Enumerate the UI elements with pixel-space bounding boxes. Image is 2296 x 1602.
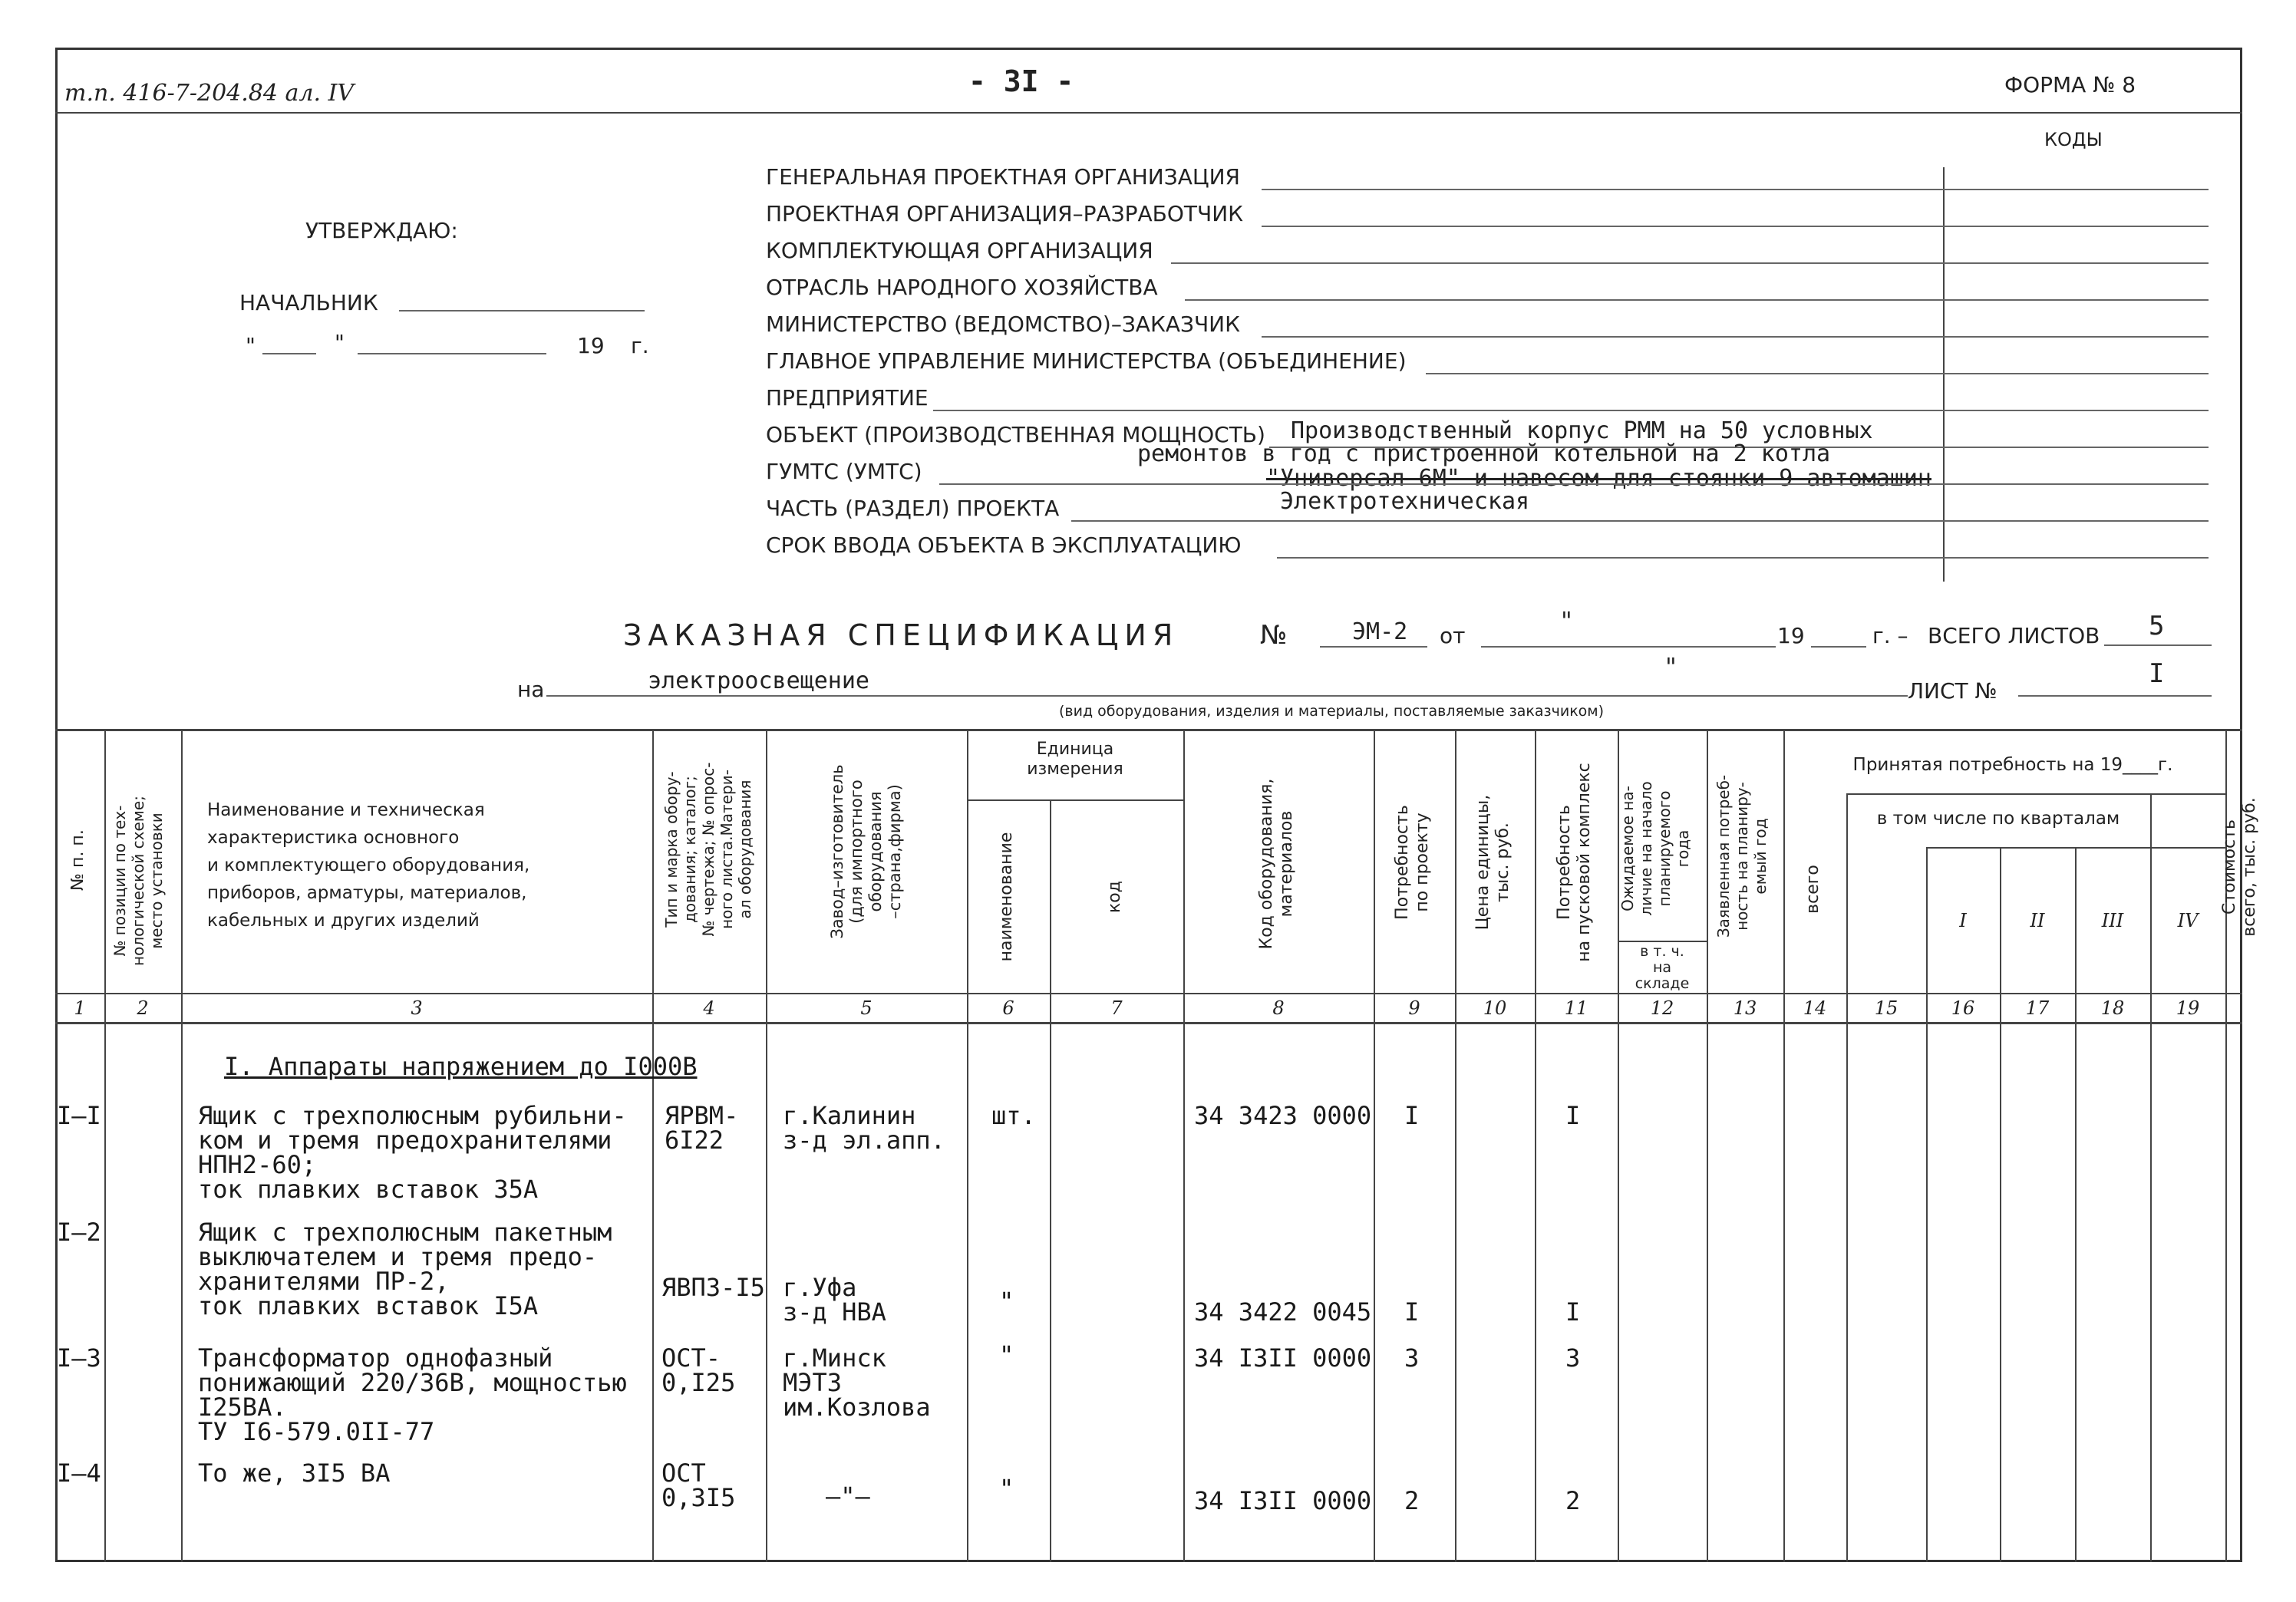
col-number: 9 [1408,997,1420,1019]
field-supply-org-label: КОМПЛЕКТУЮЩАЯ ОРГАНИЗАЦИЯ [766,238,1153,263]
field-ministry-label: МИНИСТЕРСТВО (ВЕДОМСТВО)–ЗАКАЗЧИК [766,312,1240,337]
row-2-launch: I [1565,1297,1581,1327]
row-4-num: I–4 [57,1459,101,1488]
row-2-type: ЯВПЗ-I5 [661,1273,765,1302]
col12-sub-divider [1618,941,1707,942]
col-number: 16 [1951,997,1975,1019]
field-directorate-line [1426,373,2209,374]
col-divider-14 [1846,793,1848,1562]
row-1-unit: шт. [991,1101,1036,1130]
year-suffix: г. [631,333,649,358]
row-3-launch: 3 [1565,1343,1581,1373]
row-1-code: 34 3423 0000 [1194,1101,1372,1130]
total-sheets-value: 5 [2149,611,2165,641]
col-number: 2 [137,997,149,1019]
field-industry-label: ОТРАСЛЬ НАРОДНОГО ХОЗЯЙСТВА [766,275,1158,300]
col-divider-10 [1535,729,1536,1562]
spec-on-value: электроосвещение [648,668,869,694]
field-directorate-label: ГЛАВНОЕ УПРАВЛЕНИЕ МИНИСТЕРСТВА (ОБЪЕДИНЕНИЕ) [766,348,1407,374]
row-2-name: Ящик с трехполюсным пакетным выключателем и тремя предо- хранителями ПР-2, ток плавких вставок I5А [198,1218,612,1320]
field-general-org-line [1262,189,2209,190]
spec-number-value: ЭМ-2 [1352,618,1408,645]
row-4-maker: –"– [826,1482,870,1511]
field-part-label: ЧАСТЬ (РАЗДЕЛ) ПРОЕКТА [766,496,1060,521]
col-header-19: Стоимость всего, тыс. руб. [2220,797,2259,937]
col-number: 4 [703,997,715,1019]
page-number: - 3I - [968,64,1074,98]
col-divider-6 [1050,799,1051,1562]
col-divider-17 [2075,847,2077,1562]
col-divider-9 [1455,729,1456,1562]
form-label: ФОРМА № 8 [2004,72,2136,97]
col-number: 14 [1803,997,1827,1019]
col-header-4: Тип и марка обору- дования; каталог; № чертежа; № опрос- ного листа.Матери- ал оборудования [662,762,754,937]
row-3-need: 3 [1404,1343,1420,1373]
accepted-group-header: Принятая потребность на 19____г. [1852,755,2173,775]
table-top-border [55,729,2242,731]
col-divider-15 [1926,847,1928,1562]
col-number: 6 [1002,997,1014,1019]
row-2-unit: " [999,1287,1014,1316]
col-number: 12 [1650,997,1674,1019]
year-prefix: 19 [577,333,605,358]
total-sheets-line [2104,644,2212,646]
row-1-type: ЯРВМ- 6I22 [665,1101,739,1155]
codes-label: КОДЫ [2044,129,2103,150]
col-divider-13 [1783,729,1785,1562]
col-number: 13 [1733,997,1757,1019]
row-1-launch: I [1565,1101,1581,1130]
row-1-num: I–I [57,1101,101,1130]
quarters-group-header: в том числе по кварталам [1876,809,2120,829]
month-line [358,353,546,354]
col-divider-7 [1183,729,1185,1562]
col-divider-5 [967,729,968,1562]
date-quote-close: " [335,330,345,355]
col-divider-18 [2150,793,2152,1562]
col-header-9: Потребность по проекту [1393,805,1432,920]
col-header-14: всего [1803,865,1823,914]
field-part-line [1071,520,2209,522]
col-header-12: Ожидаемое на- личие на начало планируемого года [1618,781,1692,916]
field-enterprise-label: ПРЕДПРИЯТИЕ [766,385,929,410]
col-header-2: № позиции по тех- нологической схеме; место установки [111,796,166,966]
field-object-extra-value: "Универсал-6М" и навесом для стоянки 9 автомашин [1266,465,1931,492]
spec-on-line [546,695,1908,697]
col-header-13: Заявленная потреб- ность на планиру- емый год [1714,774,1770,938]
row-4-need: 2 [1404,1486,1420,1515]
spec-title: ЗАКАЗНАЯ СПЕЦИФИКАЦИЯ [623,618,1179,652]
row-1-name: Ящик с трехполюсным рубильни- ком и тремя предохранителями НПН2-60; ток плавких вставок 35А [198,1101,627,1204]
row-4-unit: " [999,1474,1014,1503]
row-4-launch: 2 [1565,1486,1581,1515]
spec-number-label: № [1260,620,1288,651]
col-header-8: Код оборудования, материалов [1257,778,1296,950]
date-quote-open: " [246,333,256,358]
doc-ref: т.п. 416-7-204.84 ал. IV [64,80,355,107]
specification-table [55,729,2259,1562]
col-number: 5 [860,997,873,1019]
field-gumts-value: ремонтов в год с пристроенной котельной на 2 котла [1137,440,1831,467]
col-header-q2: II [2030,910,2045,931]
row-2-num: I–2 [57,1218,101,1247]
field-object-value: Производственный корпус РММ на 50 условных [1291,417,1873,444]
row-2-maker: г.Уфа з-д НВА [783,1273,886,1327]
sheet-line [2018,695,2212,697]
col-header-12-sub: в т. ч. на складе [1635,943,1690,992]
row-1-maker: г.Калинин з-д эл.апп. [783,1101,945,1155]
row-4-name: То же, 3I5 ВА [198,1459,391,1488]
approve-label: УТВЕРЖДАЮ: [305,218,458,243]
col-header-3: Наименование и техническая характеристика основного и комплектующего оборудования, приборов, арматуры, материалов, кабельных и других изделий [207,800,530,931]
col-divider-4 [766,729,767,1562]
col-number: 10 [1483,997,1507,1019]
field-gumts-label: ГУМТС (УМТС) [766,459,922,484]
col-number: 18 [2100,997,2125,1019]
col-header-5: Завод–изготовитель (для импортного оборудования –страна,фирма) [828,764,904,939]
day-line [262,353,316,354]
col-header-1: № п. п. [68,829,87,891]
header-bottom-border [55,993,2242,994]
section-title: I. Аппараты напряжением до I000В [224,1052,698,1081]
row-4-code: 34 I3II 0000 [1194,1486,1372,1515]
row-3-maker: г.Минск МЭТЗ им.Козлова [783,1343,931,1422]
sheet-value: I [2149,658,2165,689]
row-3-name: Трансформатор однофазный понижающий 220/36В, мощностью I25ВА. ТУ I6-579.0II-77 [198,1343,627,1446]
spec-number-line [1320,646,1427,648]
col-divider-8 [1374,729,1375,1562]
field-object-label: ОБЪЕКТ (ПРОИЗВОДСТВЕННАЯ МОЩНОСТЬ) [766,422,1265,447]
row-4-type: ОСТ 0,3I5 [661,1459,736,1512]
col-number: 11 [1564,997,1588,1019]
col-divider-2 [181,729,183,1562]
chief-label: НАЧАЛЬНИК [239,290,378,315]
col-header-q4: IV [2177,910,2199,931]
col-number: 1 [74,997,86,1019]
field-enterprise-line [933,410,2209,411]
total-sheets-label: ВСЕГО ЛИСТОВ [1928,623,2100,648]
col-number: 3 [411,997,423,1019]
field-design-org-label: ПРОЕКТНАЯ ОРГАНИЗАЦИЯ–РАЗРАБОТЧИК [766,201,1244,226]
col-header-11: Потребность на пусковой комплекс [1555,763,1594,962]
row-2-code: 34 3422 0045 [1194,1297,1372,1327]
field-gumts-line [939,483,2209,485]
spec-quote-open: " [1561,606,1572,635]
spec-date-line [1481,646,1776,648]
spec-on-label: на [517,677,545,702]
spec-from-label: от [1440,623,1466,648]
col-header-7: код [1105,881,1124,913]
col-number: 17 [2025,997,2050,1019]
field-ministry-line [1262,336,2209,338]
sheet-label: ЛИСТ № [1908,678,1997,704]
col-number: 7 [1110,997,1123,1019]
row-3-num: I–3 [57,1343,101,1373]
col-header-q3: III [2101,910,2124,931]
accepted-group-divider [1846,793,2225,795]
unit-group-header: Единица измерения [1027,740,1123,779]
col-header-q1: I [1959,910,1967,931]
spec-year-line [1811,646,1866,648]
spec-year-suffix: г. – [1872,623,1908,648]
row-3-code: 34 I3II 0000 [1194,1343,1372,1373]
row-3-type: ОСТ- 0,I25 [661,1343,736,1397]
col-divider-16 [2000,847,2001,1562]
field-part-value: Электротехническая [1280,488,1530,515]
col-divider-3 [652,729,654,1562]
col-number: 15 [1874,997,1898,1019]
header-divider [55,112,2242,114]
col-header-10: Цена единицы, тыс. руб. [1473,794,1513,931]
field-industry-line [1185,299,2209,301]
col-header-6: наименование [997,832,1016,962]
col-number: 19 [2176,997,2200,1019]
spec-year-label: 19 [1777,623,1805,648]
column-numbers-bottom-border [55,1022,2242,1024]
field-general-org-label: ГЕНЕРАЛЬНАЯ ПРОЕКТНАЯ ОРГАНИЗАЦИЯ [766,164,1240,190]
field-deadline-line [1277,557,2209,559]
chief-signature-line [399,310,645,312]
col-number: 8 [1272,997,1285,1019]
field-deadline-label: СРОК ВВОДА ОБЪЕКТА В ЭКСПЛУАТАЦИЮ [766,532,1242,558]
spec-quote-close: " [1665,652,1677,681]
spec-subcaption: (вид оборудования, изделия и материалы, поставляемые заказчиком) [1059,703,1605,720]
col-divider-12 [1707,729,1708,1562]
row-1-need: I [1404,1101,1420,1130]
row-3-unit: " [999,1340,1014,1370]
field-design-org-line [1262,226,2209,227]
col-divider-1 [104,729,106,1562]
field-supply-org-line [1171,262,2209,264]
row-2-need: I [1404,1297,1420,1327]
codes-column-divider [1943,167,1945,582]
